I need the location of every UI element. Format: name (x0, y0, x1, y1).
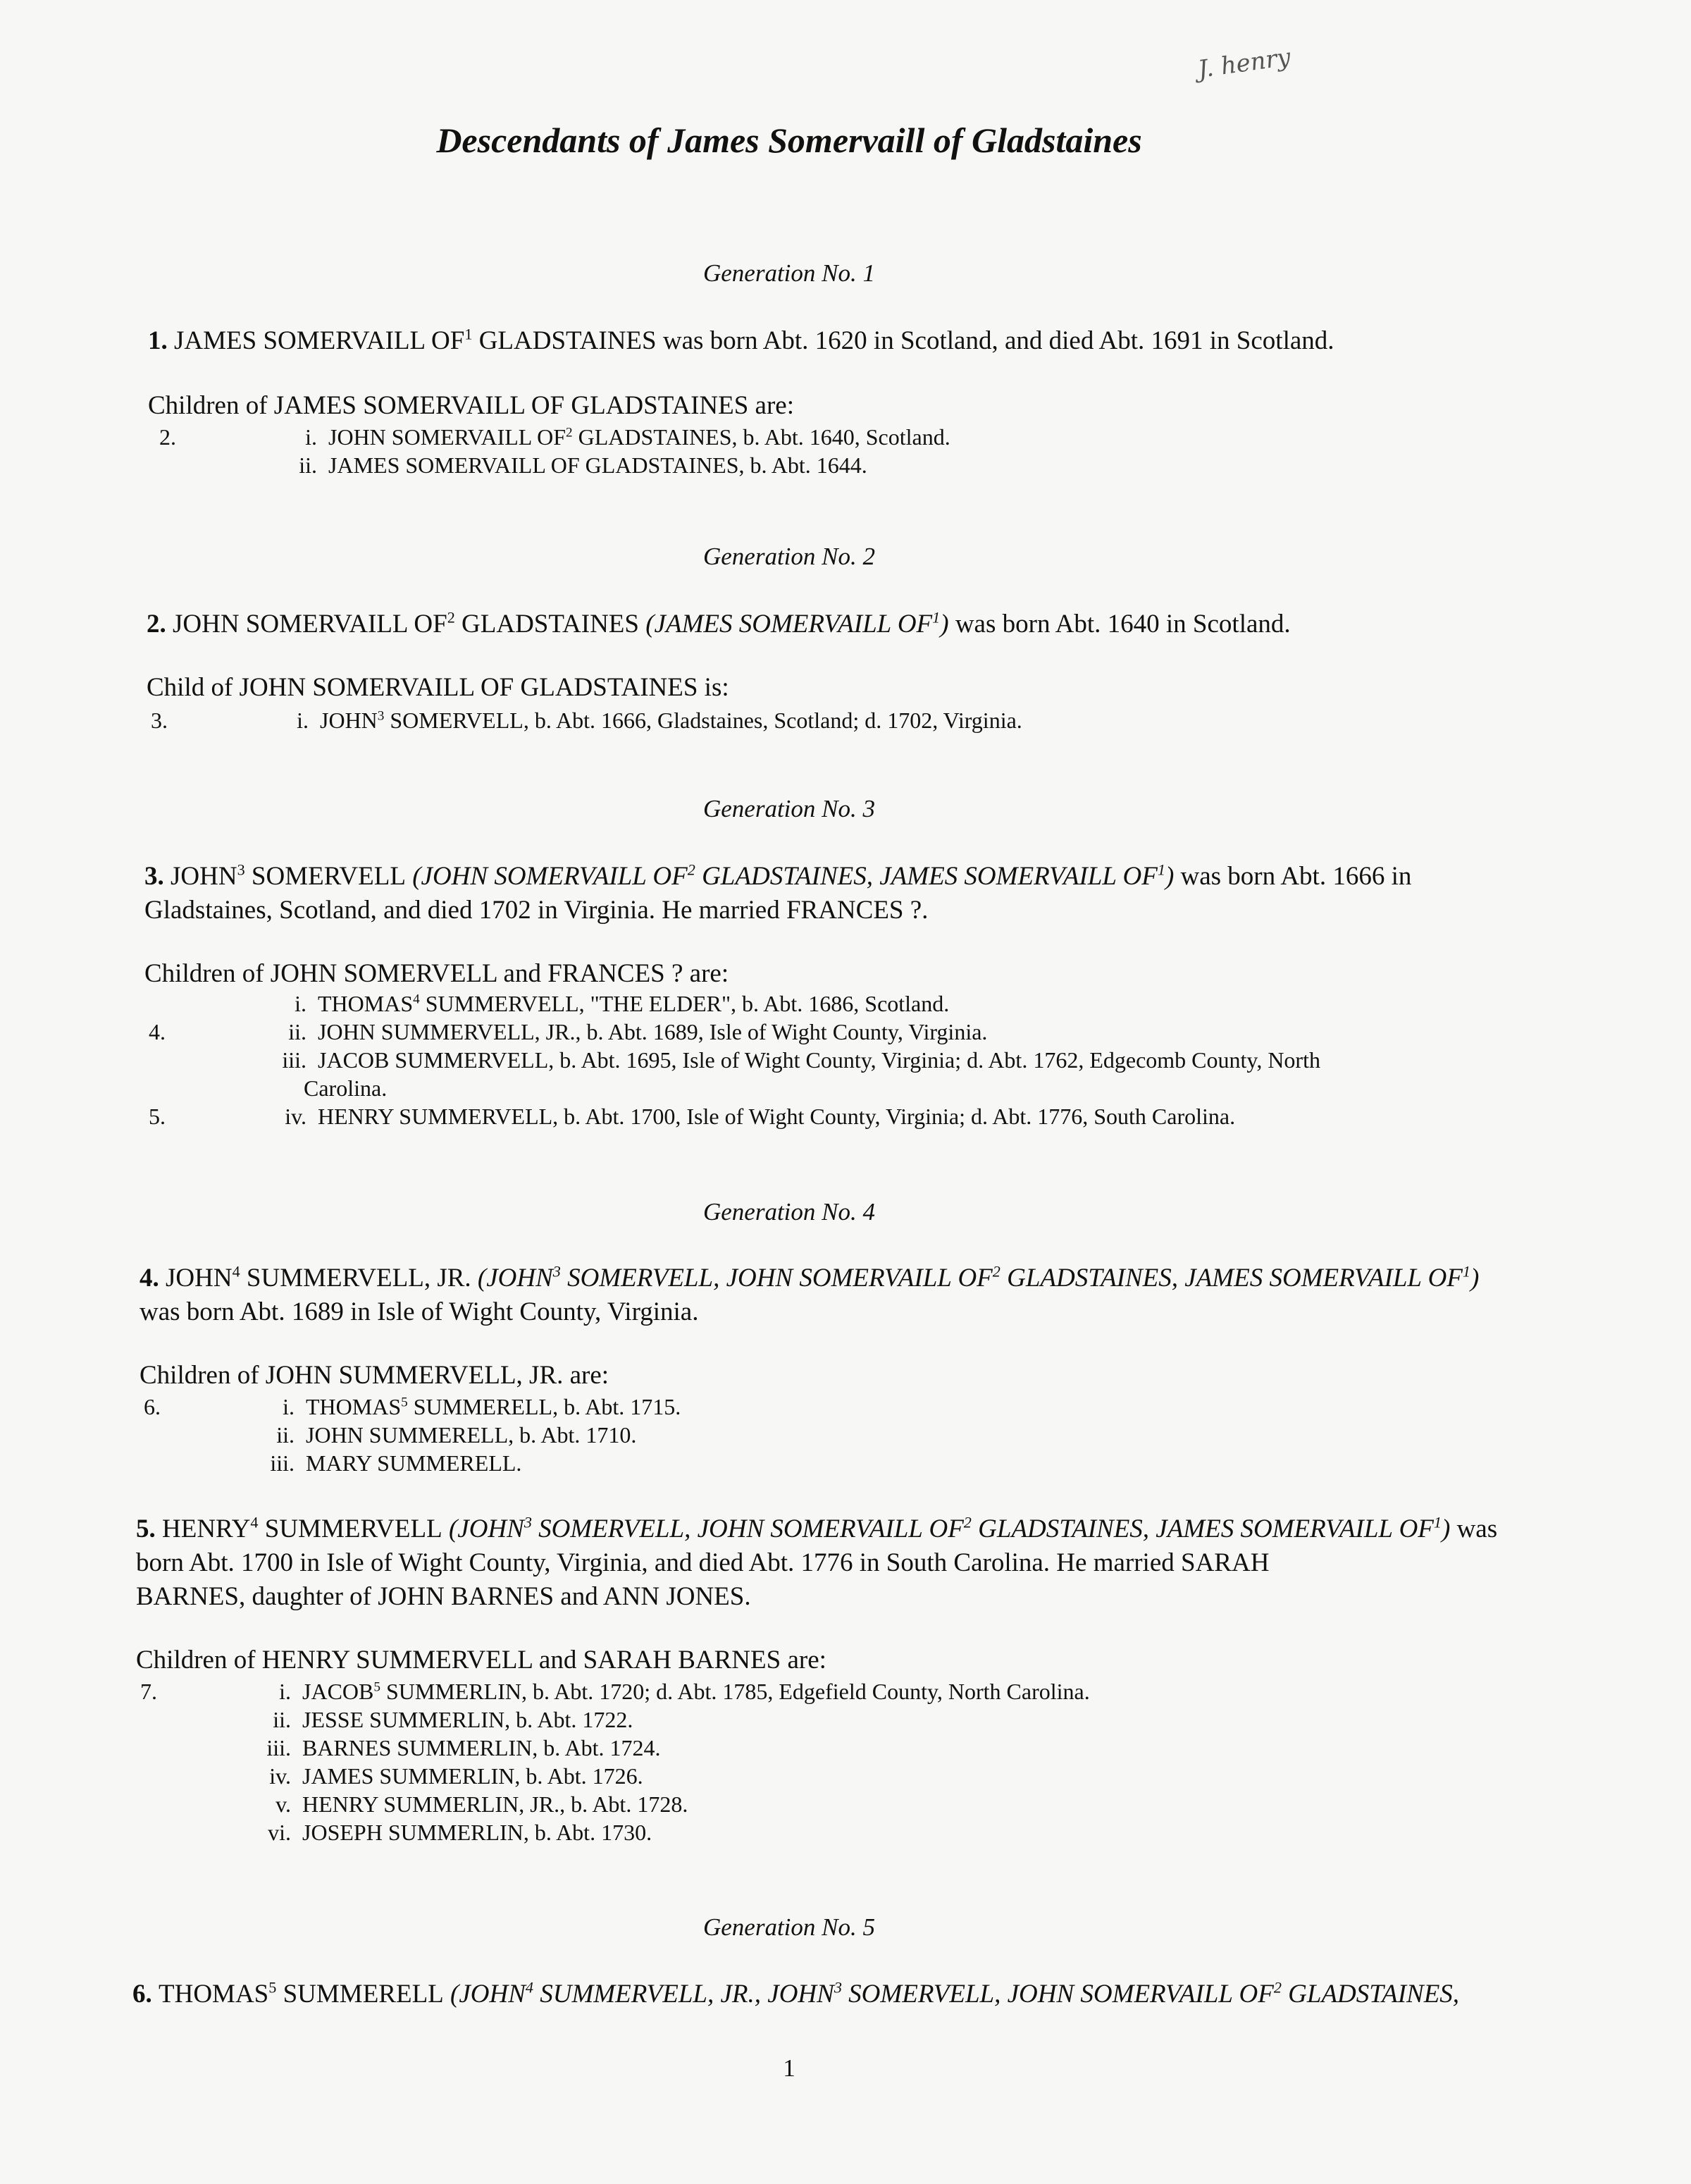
generation-heading: Generation No. 4 (702, 1198, 875, 1226)
entry-text: was born Abt. 1640 in Scotland. (948, 610, 1291, 638)
child-name: HENRY SUMMERLIN, JR. (302, 1791, 560, 1817)
child-name: THOMAS (306, 1394, 402, 1419)
entry-paragraph (148, 324, 1334, 358)
child-detail: , b. Abt. 1724. (532, 1735, 661, 1760)
lineage-text: JOHN (457, 1514, 524, 1543)
person-name-suffix: SUMMERVELL, JR. (240, 1264, 471, 1292)
generation-superscript: 5 (401, 1395, 408, 1410)
entry-number: 5. (136, 1514, 156, 1543)
child-name: JAMES SOMERVAILL OF GLADSTAINES (328, 452, 739, 478)
entry-text: Gladstaines, Scotland, and died 1702 in Virginia. He married FRANCES ?. (144, 896, 929, 925)
lineage-text: JOHN (459, 1980, 526, 2009)
generation-superscript: 5 (373, 1679, 380, 1695)
generation-superscript: 1 (1433, 1513, 1442, 1531)
list-item (144, 1102, 1525, 1130)
children-list (136, 1677, 1475, 1846)
person-name: JAMES SOMERVAILL OF (174, 326, 465, 355)
children-list (140, 1393, 1478, 1477)
child-detail: , b. Abt. 1728. (559, 1791, 688, 1817)
generation-superscript: 1 (1462, 1262, 1470, 1281)
person-name: HENRY (162, 1514, 251, 1543)
document-title: Descendants of James Somervaill of Gladstaines (436, 121, 1142, 160)
list-item (136, 1677, 1475, 1705)
children-list (144, 989, 1525, 1130)
child-name: JOHN SOMERVAILL OF (328, 424, 566, 450)
child-roman: i. (295, 991, 306, 1016)
child-detail: SUMMERELL, b. Abt. 1715. (407, 1394, 681, 1419)
child-name: JACOB (302, 1679, 374, 1704)
entry-number: 1. (148, 326, 168, 355)
child-detail: , b. Abt. 1700, Isle of Wight County, Virginia; d. Abt. 1776, South Carolina. (552, 1104, 1236, 1129)
generation-superscript: 3 (524, 1513, 532, 1531)
child-name: THOMAS (318, 991, 414, 1016)
child-roman: ii. (299, 452, 317, 478)
person-name-suffix: GLADSTAINES (454, 610, 639, 638)
child-name: JAMES SUMMERLIN (302, 1763, 515, 1789)
child-roman: ii. (276, 1422, 295, 1448)
child-roman: iii. (270, 1450, 295, 1476)
lineage-text: JOHN SOMERVAILL OF (421, 862, 688, 891)
generation-superscript: 2 (992, 1262, 1001, 1281)
person-name-suffix: SUMMERELL (276, 1980, 444, 2009)
child-detail: SOMERVELL, b. Abt. 1666, Gladstaines, Scotland; d. 1702, Virginia. (384, 708, 1022, 733)
person-name: JOHN (171, 862, 237, 891)
child-roman: ii. (288, 1019, 306, 1044)
child-detail: , b. Abt. 1644. (738, 452, 867, 478)
list-item (144, 1046, 1525, 1074)
lineage-text: GLADSTAINES, JAMES SOMERVAILL OF (1000, 1264, 1463, 1292)
entry-paragraph: 6. THOMAS$^5$ SUMMERELL (JOHN$^4$ SUMMERVELL, JR., JOHN$^3$ SOMERVELL, JOHN SOMERVAILL $OF^2$ GLADSTAINES, (132, 1978, 1460, 2009)
page-number: 1 (783, 2054, 795, 2082)
person-name: JOHN (166, 1264, 233, 1292)
list-item (140, 1421, 1478, 1449)
entry-text: was born Abt. 1666 in (1174, 862, 1412, 891)
entry-paragraph: 4. JOHN$^4$ SUMMERVELL, JR. (JOHN$^3$ SOMERVELL, JOHN SOMERVAILL $OF^2$ GLADSTAINES, JAMES SOMERVAILL $OF^1$) was born Abt. 1689 in Isle of Wight County, Virginia. (140, 1261, 1520, 1329)
child-roman: iv. (269, 1763, 291, 1789)
children-heading: Children of HENRY SUMMERVELL and SARAH BARNES are: (136, 1646, 826, 1674)
lineage-text: GLADSTAINES, (1281, 1980, 1460, 2009)
child-name: MARY SUMMERELL (306, 1450, 516, 1476)
child-roman: iii. (266, 1735, 291, 1760)
children-heading: Children of JOHN SOMERVELL and FRANCES ? are: (144, 959, 729, 988)
entry-number: 6. (132, 1980, 152, 2009)
list-item (140, 1393, 1478, 1421)
children-list (148, 423, 1487, 479)
lineage-text: SUMMERVELL, JR., JOHN (533, 1980, 834, 2009)
child-detail: . (516, 1450, 522, 1476)
generation-heading: Generation No. 3 (702, 795, 875, 822)
list-item (144, 989, 1525, 1018)
generation-superscript: 4 (413, 992, 420, 1007)
child-roman: iv. (285, 1104, 306, 1129)
list-item (136, 1790, 1475, 1818)
child-name: JOHN SUMMERVELL, JR. (318, 1019, 576, 1044)
child-index: 4. (149, 1019, 166, 1044)
generation-superscript: 5 (268, 1978, 277, 1997)
generation-superscript: 3 (377, 708, 385, 724)
lineage-text: GLADSTAINES, JAMES SOMERVAILL OF (695, 862, 1158, 891)
list-item (136, 1818, 1475, 1846)
child-index: 6. (144, 1394, 161, 1419)
entry-text: was (1450, 1514, 1498, 1543)
child-detail: SUMMERLIN, b. Abt. 1720; d. Abt. 1785, Edgefield County, North Carolina. (380, 1679, 1090, 1704)
child-index: 7. (140, 1679, 157, 1704)
generation-superscript: 2 (1273, 1978, 1282, 1997)
generation-superscript: 4 (250, 1513, 259, 1531)
list-item (140, 1449, 1478, 1477)
child-roman: i. (279, 1679, 291, 1704)
lineage-text: JAMES SOMERVAILL OF (654, 610, 933, 638)
entry-text: was born Abt. 1689 in Isle of Wight County, Virginia. (140, 1297, 699, 1326)
child-name: HENRY SUMMERVELL (318, 1104, 553, 1129)
list-item (147, 706, 1485, 734)
generation-superscript: 1 (464, 325, 473, 343)
generation-superscript: 1 (932, 608, 941, 627)
child-detail: GLADSTAINES, b. Abt. 1640, Scotland. (572, 424, 950, 450)
child-name: JESSE SUMMERLIN (302, 1707, 505, 1732)
list-item (148, 451, 1487, 479)
person-name: JOHN SOMERVAILL OF (173, 610, 447, 638)
generation-superscript: 2 (447, 608, 455, 627)
children-heading: Child of JOHN SOMERVAILL OF GLADSTAINES is: (147, 673, 729, 702)
child-roman: v. (275, 1791, 291, 1817)
child-detail: SUMMERVELL, "THE ELDER", b. Abt. 1686, Scotland. (419, 991, 950, 1016)
generation-superscript: 2 (566, 425, 573, 440)
entry-paragraph: 2. JOHN SOMERVAILL $OF^2$ GLADSTAINES (JAMES SOMERVAILL $OF^1$) was born Abt. 1640 in Scotland. (147, 608, 1291, 638)
child-detail: , b. Abt. 1726. (514, 1763, 643, 1789)
lineage-text: SOMERVELL, JOHN SOMERVAILL OF (531, 1514, 964, 1543)
person-name-suffix: SUMMERVELL (258, 1514, 442, 1543)
generation-superscript: 3 (237, 860, 245, 879)
lineage-text: JOHN (486, 1264, 553, 1292)
entry-number: 3. (144, 862, 164, 891)
lineage-text: SOMERVELL, JOHN SOMERVAILL OF (841, 1980, 1274, 2009)
generation-heading: Generation No. 1 (702, 259, 875, 287)
child-detail: , b. Abt. 1730. (523, 1820, 652, 1845)
entry-number: 4. (140, 1264, 159, 1292)
child-index: 3. (151, 708, 168, 733)
entry-paragraph: 5. HENRY$^4$ SUMMERVELL (JOHN$^3$ SOMERVELL, JOHN SOMERVAILL $OF^2$ GLADSTAINES, JAMES SOMERVAILL $OF^1$) was born Abt. 1700 in Isle of Wight County, Virginia, and died Abt. 1776 in South Carolina. He married SARAH BARNES, daughter of JOHN BARNES and ANN JONES. (136, 1512, 1538, 1614)
margin-handwritten-note: J. henry (1196, 43, 1293, 84)
generation-superscript: 3 (834, 1978, 842, 1997)
child-name: BARNES SUMMERLIN (302, 1735, 533, 1760)
lineage-text: GLADSTAINES, JAMES SOMERVAILL OF (971, 1514, 1434, 1543)
generation-superscript: 4 (525, 1978, 533, 1997)
generation-superscript: 1 (1157, 860, 1165, 879)
list-item (148, 423, 1487, 451)
generation-heading: Generation No. 5 (702, 1913, 875, 1941)
entry-text: born Abt. 1700 in Isle of Wight County, Virginia, and died Abt. 1776 in South Carolina. He married SARAH (136, 1548, 1270, 1577)
child-detail: , b. Abt. 1710. (508, 1422, 637, 1448)
children-list (147, 706, 1485, 734)
child-roman: iii. (282, 1047, 306, 1073)
child-name: JACOB SUMMERVELL (318, 1047, 549, 1073)
generation-superscript: 2 (963, 1513, 972, 1531)
person-name: THOMAS (159, 1980, 269, 2009)
child-detail: , b. Abt. 1695, Isle of Wight County, Virginia; d. Abt. 1762, Edgecomb County, North (548, 1047, 1320, 1073)
lineage-text: SOMERVELL, JOHN SOMERVAILL OF (560, 1264, 993, 1292)
child-detail: , b. Abt. 1689, Isle of Wight County, Virginia. (575, 1019, 988, 1044)
entry-paragraph: 3. JOHN$^3$ SOMERVELL (JOHN SOMERVAILL $OF^2$ GLADSTAINES, JAMES SOMERVAILL $OF^1$) was born Abt. 1666 in Gladstaines, Scotland, and died 1702 in Virginia. He married FRANCES ?. (144, 860, 1518, 927)
children-heading: Children of JOHN SUMMERVELL, JR. are: (140, 1361, 609, 1390)
child-index: 5. (149, 1104, 166, 1129)
child-detail: , b. Abt. 1722. (504, 1707, 633, 1732)
list-item (136, 1705, 1475, 1734)
children-heading: Children of JAMES SOMERVAILL OF GLADSTAINES are: (148, 391, 794, 420)
child-roman: ii. (273, 1707, 291, 1732)
generation-heading: Generation No. 2 (702, 543, 875, 570)
generation-superscript: 2 (687, 860, 695, 879)
list-item-continuation: Carolina. (304, 1075, 388, 1101)
child-index: 2. (159, 424, 176, 450)
child-name: JOHN SUMMERELL (306, 1422, 509, 1448)
generation-superscript: 4 (232, 1262, 240, 1281)
child-name: JOHN (320, 708, 378, 733)
person-name-suffix: GLADSTAINES (472, 326, 657, 355)
entry-number: 2. (147, 610, 166, 638)
child-roman: i. (305, 424, 317, 450)
child-roman: i. (297, 708, 309, 733)
entry-text: BARNES, daughter of JOHN BARNES and ANN JONES. (136, 1582, 751, 1611)
child-roman: vi. (268, 1820, 291, 1845)
child-name: JOSEPH SUMMERLIN (302, 1820, 524, 1845)
list-item (136, 1762, 1475, 1790)
child-roman: i. (283, 1394, 295, 1419)
list-item (136, 1734, 1475, 1762)
entry-text: was born Abt. 1620 in Scotland, and died Abt. 1691 in Scotland. (656, 326, 1334, 355)
person-name-suffix: SOMERVELL (244, 862, 406, 891)
list-item (144, 1018, 1525, 1046)
generation-superscript: 3 (552, 1262, 561, 1281)
